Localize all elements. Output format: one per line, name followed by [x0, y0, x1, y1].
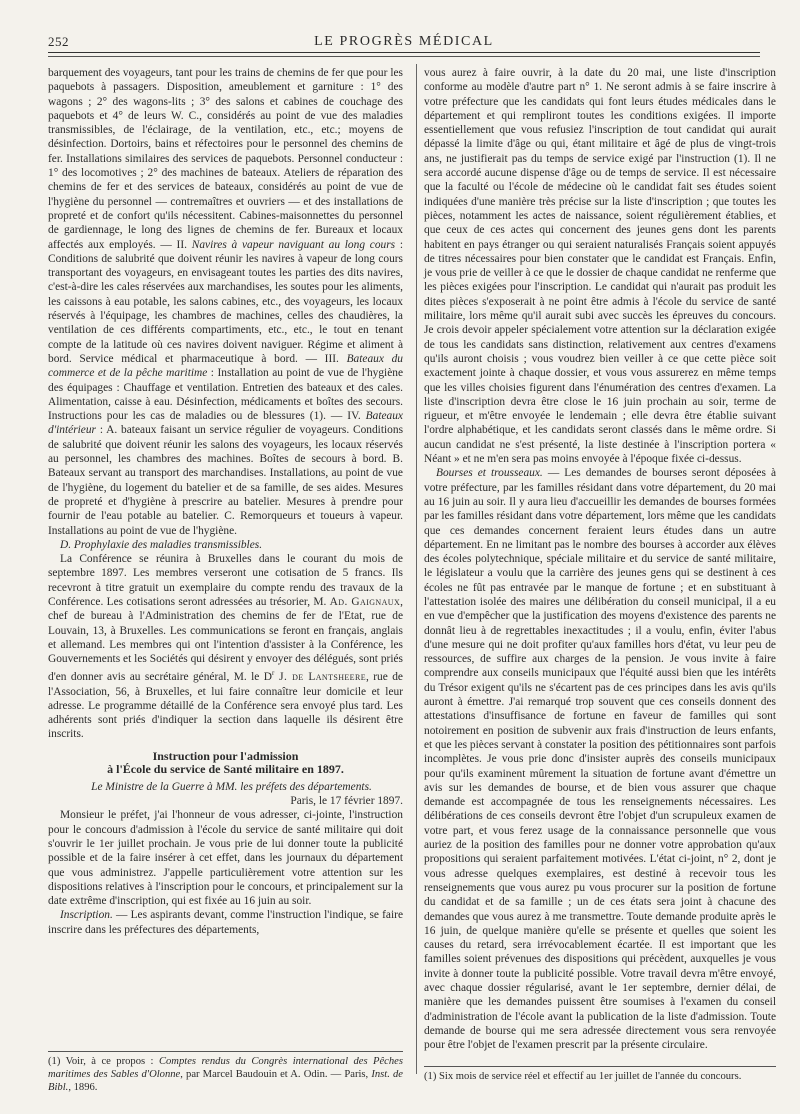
- section-subtitle: Le Ministre de la Guerre à MM. les préfets des départements.: [91, 780, 372, 793]
- italic-heading: Inscription.: [60, 909, 113, 922]
- text-run: , chef de bureau à l'Administration des chemins de fer de l'Etat, rue de Louvain, 13, à Bruxelles. Les communications se feront en français, anglais et allemand. Les membres qui ont l'intention d'assister à la Conférence, les Gouvernements et les Sociétés qui désirent y envoyer des délégués, sont priés d'en donner avis au secrétaire général, M. le D: [48, 595, 403, 684]
- italic-text: Inst. de Bibl.: [48, 1069, 403, 1093]
- italic-heading: Bourses et trousseaux.: [436, 467, 543, 480]
- section-d-heading: D. Prophylaxie des maladies transmissibles.: [60, 538, 263, 551]
- text-run: , 1896.: [68, 1082, 98, 1093]
- body-paragraph: [424, 466, 776, 1052]
- person-name: Ad. Gaignaux: [329, 595, 401, 608]
- text-run: La Conférence se réunira à Bruxelles dans le courant du mois de septembre 1897. Les membres verseront une cotisation de 5 francs. Ils recevront à titre gratuit un exemplaire du compte rendu des travaux de la Conférence. Les cotisations seront adressées au trésorier, M.: [48, 553, 403, 608]
- text-run: , rue de l'Association, 56, à Bruxelles, et lui faire connaître leur domicile et leur adresse. Le programme détaillé de la Conférence sera envoyé plus tard. Les adhérents sont priés d'indiquer la section dans laquelle ils désirent être inscrits.: [48, 671, 403, 741]
- running-title: LE PROGRÈS MÉDICAL: [314, 34, 494, 49]
- text-run: — Les aspirants devant, comme l'instruction l'indique, se faire inscrire dans les préfectures des départements,: [48, 909, 403, 936]
- text-run: — Les demandes de bourses seront déposées à votre préfecture, par les familles résidant dans votre département, du 20 mai au 16 juin au soir. Il y aura lieu d'accueillir les demandes de bourses formées par les familles résidant dans votre département, lors même que les candidats que ces demandes concernent feraient leurs études dans un autre département. En ne limitant pas le nombre des bourses à accorder aux élèves des écoles polytechnique, spéciale militaire et du service de santé militaire, le législateur a voulu que la carrière des jeunes gens qui se destinent à ces écoles ne fût pas entravée par le manque de fortune ; et en substituant à l'attestation isolée des maires une délibération du conseil municipal, il a eu en vue d'empêcher que la justification des moyens d'existence des parents ne donnât lieu à de regrettables inexactitudes ; il a voulu, enfin, éviter l'abus d'une mesure qui ne doit profiter qu'aux familles hors d'état, vu leur peu de ressources, de suffire aux charges de la pension. Je vous invite à faire comprendre aux conseils municipaux que l'équité aussi bien que les intérêts du Trésor exigent qu'ils ne s'écartent pas de ces principes dans les avis qu'ils auront à émettre. J'ai remarqué trop souvent que ces conseils donnent des attestations d'insuffisance de fortune en faveur de familles qui sont notoirement en position de subvenir aux frais d'instruction de leurs enfants, et que les pièces servant à constater la position des pétitionnaires sont parfois incomplètes. Je vous prie donc d'insister auprès des conseils municipaux pour qu'ils examinent mûrement la situation de fortune avant d'émettre un avis sur les demandes de bourse, et de bien vous assurer que chaque demande est accompagnée de tous les renseignements nécessaires. Les délibérations de ces conseils devront être l'objet d'un scrupuleux examen de votre part, et vous ferez usage de la connaissance personnelle que vous auriez de la position des familles pour ne donner votre approbation qu'aux propositions qui seraient parfaitement motivées. L'état ci-joint, n° 2, dont je vous adresse quelques exemplaires, est destiné à recevoir tous les renseignements que vous aurez pu vous procurer sur la position de fortune du candidat et de sa famille ; un de ces états sera joint à chacune des demandes que vous aurez à me transmettre. Toute demande produite après le 16 juin, de quelque manière qu'elle se présente et quelles que soient les causes du retard, sera irrévocablement écartée. Il est important que les familles soient prévenues des dispositions qui précèdent, auxquelles je vous invite à donner toute la publicité possible. Votre travail devra m'être envoyé, avec chaque dossier régularisé, avant le 1er septembre, dernier délai, de manière que les demandes puissent être soumises à l'examen du conseil d'administration de l'école avant la publication de la liste d'admission. Toute demande de bourse qui me sera adressée directement vous sera renvoyée pour être l'objet de l'examen prescrit par la présente circulaire.: [424, 467, 776, 1052]
- text-run: , par Marcel Baudouin et A. Odin. — Paris,: [180, 1069, 372, 1080]
- body-paragraph: [48, 908, 403, 937]
- footnote-rule: [48, 1051, 403, 1052]
- right-column: [424, 66, 776, 1052]
- text-run: : Installation au point de vue de l'hygiène des équipages : Chauffage et ventilation. Entretien des bateaux et des cales. Alimentation, caisse à eau. Désinfection, médicaments et boîtes des secours. Instructions pour les cas de maladies ou de blessures (1). — IV.: [48, 367, 403, 423]
- body-paragraph: [48, 552, 403, 742]
- section-title-line-2: à l'École du service de Santé militaire en 1897.: [107, 762, 344, 777]
- dateline: Paris, le 17 février 1897.: [290, 795, 403, 808]
- section-title: [48, 750, 403, 777]
- column-divider: [416, 64, 417, 1074]
- text-run: : Conditions de salubrité que doivent réunir les navires à vapeur de long cours transportant des voyageurs, en envisageant toutes les parties des dits navires, c'est-à-dire les cales réservées aux marchandises, les soutes pour les aliments, les caissons à eau potable, les salons cabines, etc., des voyageurs, les locaux réservés à l'équipage, les chambres de machines, celles des chaudières, la ventilation de ces différents compartiments, etc., etc., le tout en tenant compte de la latitude où ces navires doivent naviguer. Régime et aliment à bord. Service médical et pharmaceutique à bord. — III.: [48, 238, 404, 365]
- footnote-rule: [424, 1066, 776, 1067]
- body-paragraph: vous aurez à faire ouvrir, à la date du 20 mai, une liste d'inscription conforme au modèle d'autre part n° 1. Ne seront admis à se faire inscrire à votre préfecture que les candidats qui font leurs études médicales dans le département et qui rempliront toutes les conditions exigées. Il importe essentiellement que vous refusiez l'inscription de tout candidat qui aurait dépassé la limite d'âge ou qui, étant militaire et âgé de plus de vingt-trois ans, ne justifierait pas du temps de service exigé par l'instruction (1). Il ne sera accordé aucune dispense d'âge ou de temps de service. Il est nécessaire que la faculté ou l'école de médecine où le candidat fait ses études soient indiquées d'une manière très précise sur la liste d'inscription ; que toutes les pièces, notamment les actes de naissance, soient régulièrement établies, et que ceux de ces actes qui concernent des jeunes gens dont les parents habitent en pays étranger ou qui seraient naturalisés Français soient appuyés de titres nécessaires pour bien constater que le candidat est Français. Enfin, je vous prie de veiller à ce que le dossier de chaque candidat ne renferme que les pièces exigées pour l'inscription. Le candidat qui n'aurait pas produit les dites pièces s'exposerait à ne point être admis à l'école du service de santé militaire, lors même qu'il aurait subi avec succès les épreuves du concours. Je crois devoir appeler spécialement votre attention sur la déclaration exigée de tous les candidats sans distinction, relativement aux centres d'examens qu'ils auront choisis ; vous voudrez bien veiller à ce que cette pièce soit exactement jointe à chaque dossier, et vous vous assurerez en même temps que les villes choisies figurent dans l'énumération des centres d'examen. La liste d'inscription devra être close le 16 juin prochain au soir, terme de rigueur, et m'être envoyée le lendemain ; elle devra être établie suivant l'ordre alphabétique, et les candidats seront classés dans le même ordre. Si aucun candidat ne s'est présenté, la liste destinée à l'inscription portera « Néant » et ne m'en sera pas moins envoyée à l'époque fixée ci-dessus.: [424, 67, 776, 466]
- person-name: J. de Lantsheere: [274, 671, 366, 684]
- superscript: r: [272, 669, 275, 678]
- page-number: 252: [48, 34, 69, 49]
- footnote-right: (1) Six mois de service réel et effectif au 1er juillet de l'année du concours.: [424, 1071, 742, 1082]
- text-run: (1) Voir, à ce propos :: [48, 1056, 159, 1067]
- body-paragraph: [48, 66, 403, 538]
- italic-heading: Navires à vapeur naviguant au long cours: [191, 238, 396, 251]
- text-run: barquement des voyageurs, tant pour les trains de chemins de fer que pour les paquebots à passagers. Disposition, ameublement et garniture : 1° des wagons ; 2° des wagons-lits ; 3° des salons et cabines de couchage des paquebots et 4° de leurs W. C., considérés au point de vue des maladies transmissibles, de l'éclairage, de la ventilation, etc., etc.; moyens de désinfection. Dortoirs, bains et réfectoires pour le personnel des chemins de fer. Installations similaires des services de paquebots. Personnel conducteur : 1° des locomotives ; 2° des machines de bateaux. Ateliers de réparation des chemins de fer et des services de bateaux, considérés au point de vue de l'hygiène du personnel — contremaîtres et ouvriers — et des installations de propreté et de confort qu'ils nécessitent. Cabines-maisonnettes du personnel de gardiennage, le long des lignes de chemins de fer. Bureaux et locaux affectés aux employés. — II.: [48, 67, 403, 251]
- italic-text: Comptes rendus du Congrès international des Pêches maritimes des Sables d'Olonne: [48, 1056, 404, 1080]
- section-title-line-1: Instruction pour l'admission: [152, 748, 299, 763]
- header-rule-thin: [48, 56, 760, 57]
- text-run: : A. bateaux faisant un service régulier de voyageurs. Conditions de salubrité que doivent réunir les salons des voyageurs, les locaux réservés au personnel, les chambres des machines. Boîtes de secours à bord. B. Bateaux servant au transport des marchandises. Installations, au point de vue de l'hygiène, du logement du batelier et de sa famille, de ses aides. Mesures de propreté et d'hygiène à prescrire au batelier. Mesures à prendre pour fournir de l'eau potable au batelier. C. Remorqueurs et toueurs à vapeur. Installations au point de vue de l'hygiène.: [48, 424, 403, 537]
- footnote-left: [48, 1055, 403, 1094]
- body-paragraph: Monsieur le préfet, j'ai l'honneur de vous adresser, ci-jointe, l'instruction pour le concours d'admission à l'école du service de santé militaire qui doit s'ouvrir le 1er juillet prochain. Je vous prie de lui donner toute la publicité possible et de la faire insérer à cet effet, dans les journaux du département que vous administrez. J'appelle particulièrement votre attention sur les dispositions relatives à l'inscription pour le concours, et principalement sur la date extrême d'inscription, qui est fixée au 16 juin au soir.: [48, 809, 403, 908]
- left-column: [48, 66, 403, 937]
- header-rule: [48, 52, 760, 53]
- page-header: [48, 34, 760, 48]
- italic-heading: Bateaux d'intérieur: [48, 410, 403, 437]
- italic-heading: Bateaux du commerce et de la pêche maritime: [48, 352, 404, 380]
